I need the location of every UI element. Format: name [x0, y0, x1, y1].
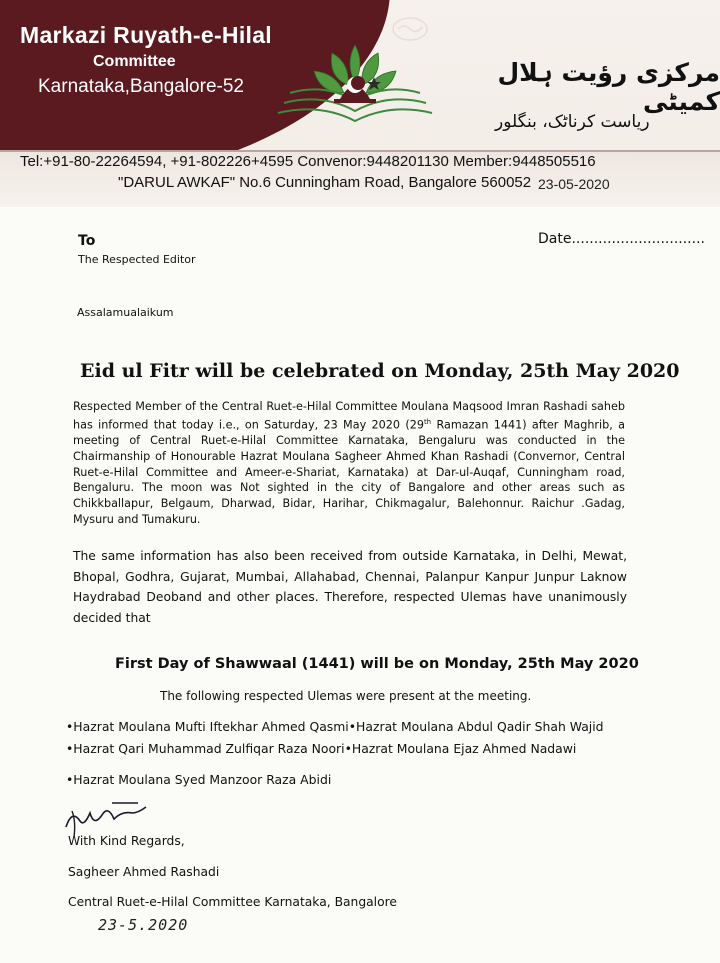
paragraph-1-start: Respected Member of the Central Ruet-e-Hilal Committee Moulana Maqsood Imran Rashadi saheb has informed that today i.e., on Saturday, 23 May 2020 (29	[73, 400, 625, 432]
attendees-intro: The following respected Ulemas were present at the meeting.	[160, 689, 532, 703]
crescent-logo	[270, 15, 440, 135]
paragraph-2: The same information has also been received from outside Karnataka, in Delhi, Mewat, Bhopal, Godhra, Gujarat, Mumbai, Allahabad, Chennai, Palanpur Kanpur Junpur Laknow Haydrabad Deoband and other places. Therefore, respected Ulemas have unanimously decided that	[73, 549, 627, 625]
org-city: Karnataka,Bangalore-52	[38, 76, 244, 97]
signatory-name: Sagheer Ahmed Rashadi	[68, 865, 220, 879]
signatory-organization: Central Ruet-e-Hilal Committee Karnataka, Bangalore	[68, 895, 397, 909]
paragraph-1	[73, 399, 625, 527]
salutation: Assalamualaikum	[77, 306, 174, 319]
headline: Eid ul Fitr will be celebrated on Monday, 25th May 2020	[80, 360, 680, 382]
org-name: Markazi Ruyath-e-Hilal	[20, 22, 272, 48]
closing: With Kind Regards,	[68, 834, 185, 848]
urdu-org-subtitle: ریاست کرناٹک، بنگلور	[495, 112, 650, 132]
announcement-subheading: First Day of Shawwaal (1441) will be on Monday, 25th May 2020	[115, 656, 639, 672]
letterhead-date: 23-05-2020	[538, 176, 610, 192]
address-line: "DARUL AWKAF" No.6 Cunningham Road, Bangalore 560052	[118, 174, 532, 191]
date-line: Date..............................	[538, 231, 705, 247]
attendee-line: •Hazrat Moulana Mufti Iftekhar Ahmed Qasmi•Hazrat Moulana Abdul Qadir Shah Wajid	[66, 719, 604, 734]
urdu-org-title: مرکزی رؤیت ہلال کمیٹی	[497, 58, 720, 116]
to-label: To	[78, 233, 96, 249]
attendee-line: •Hazrat Moulana Syed Manzoor Raza Abidi	[66, 772, 332, 787]
org-subtitle: Committee	[93, 53, 176, 70]
contact-line: Tel:+91-80-22264594, +91-802226+4595 Convenor:9448201130 Member:9448505516	[20, 153, 596, 170]
recipient: The Respected Editor	[78, 253, 196, 266]
handwritten-date: 23-5.2020	[98, 916, 189, 934]
letterhead	[0, 0, 720, 205]
paragraph-1-end: Ramazan 1441) after Maghrib, a meeting of Central Ruet-e-Hilal Committee Karnataka, Bengaluru was conducted in the Chairmanship of Honourable Hazrat Moulana Sagheer Ahmed Khan Rashadi (Convernor, Central Ruet-e-Hilal Committee and Ameer-e-Shariat, Karnataka) at Dar-ul-Auqaf, Cunningham road, Bengaluru. The moon was Not sighted in the city of Bangalore and other areas such as Chikkballapur, Belgaum, Dharwad, Bidar, Harihar, Chikmagalur, Balehonnur. Raichur .Gadag, Mysuru and Tumakuru.	[73, 418, 625, 526]
attendee-line: •Hazrat Qari Muhammad Zulfiqar Raza Noori•Hazrat Moulana Ejaz Ahmed Nadawi	[66, 741, 577, 756]
ordinal-suffix: th	[423, 417, 432, 426]
